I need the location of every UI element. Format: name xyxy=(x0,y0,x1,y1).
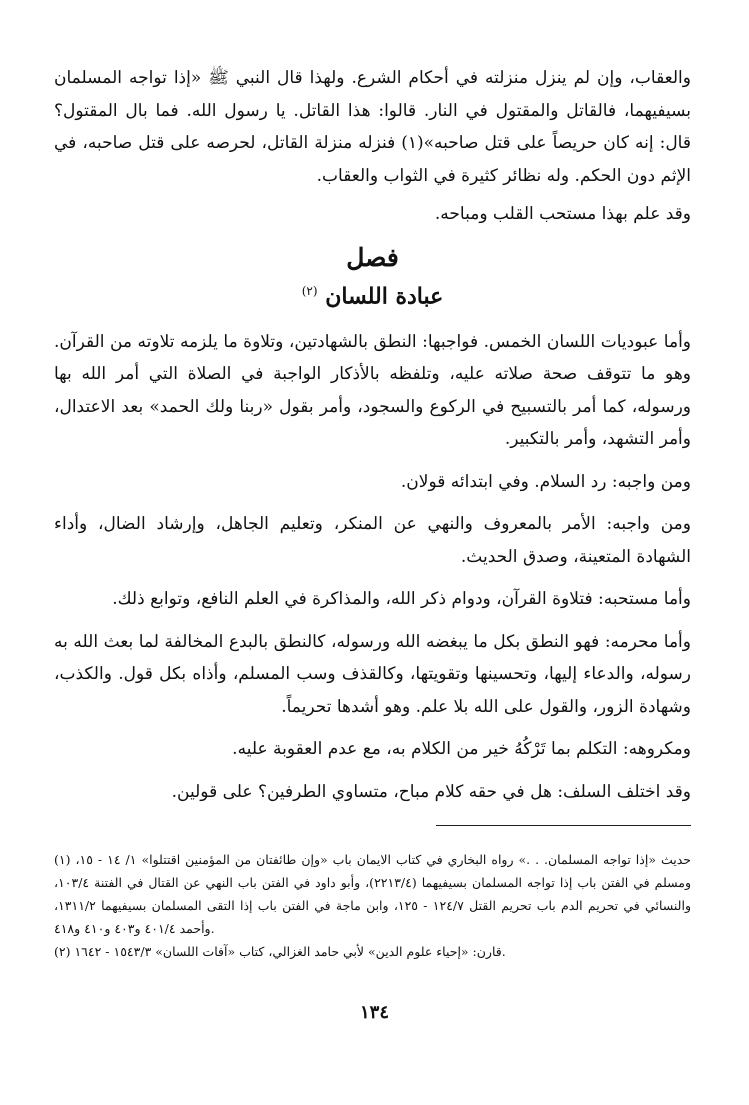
footnotes xyxy=(54,848,691,963)
paragraph-forbidden: وأما محرمه: فهو النطق بكل ما يبغضه الله ورسوله، كالنطق بالبدع المخالفة لما بعث الله به رسوله، والدعاء إليها، وتحسينها وتقويتها، وكالقذف وسب المسلم، وأذاه بكل قول. والكذب، وشهادة الزور، والقول على الله بلا علم. وهو أشدها تحريماً. xyxy=(54,631,691,717)
page-number: ١٣٤ xyxy=(359,1002,389,1023)
paragraph-enjoin-good: ومن واجبه: الأمر بالمعروف والنهي عن المنكر، وتعليم الجاهل، وإرشاد الضال، وأداء الشهادة المتعينة، وصدق الحديث. xyxy=(54,514,691,567)
paragraph-salaf-dispute: وقد اختلف السلف: هل في حقه كلام مباح، متساوي الطرفين؟ على قولين. xyxy=(171,781,691,802)
heading-fasl: فصل xyxy=(346,242,399,272)
paragraph-heart-summary: وقد علم بهذا مستحب القلب ومباحه. xyxy=(434,204,691,224)
footnote-divider xyxy=(436,825,691,826)
heading-title xyxy=(54,275,691,312)
footnote-1: (١) حديث «إذا تواجه المسلمان. . .» رواه البخاري في كتاب الايمان باب «وإن طائفتان من المؤمنين اقتتلوا» ١/ ١٤ - ١٥، ومسلم في الفتن باب إذا تواجه المسلمان بسيفيهما (٢٢١٣/٤)، وأبو داود في الفتن باب النهي عن القتال في الفتنة ١٠٣/٤، والنسائي في تحريم الدم باب تحريم القتل ١٢٤/٧ - ١٢٥، وابن ماجة في الفتن باب إذا التقى المسلمان بسيفيهما ١٣١١/٢، وأحمد ٤٠١/٤ و٤٠٣ و٤١٠ و٤١٨. xyxy=(54,852,691,936)
paragraph-reward-punishment: والعقاب، وإن لم ينزل منزلته في أحكام الشرع. ولهذا قال النبي ﷺ «إذا تواجه المسلمان بسيفيهما، فالقاتل والمقتول في النار. قالوا: هذا القاتل. يا رسول الله. فما بال المقتول؟ قال: إنه كان حريصاً على قتل صاحبه»(١) فنزله منزلة القاتل، لحرصه على قتل صاحبه، في الإثم دون الحكم. وله نظائر كثيرة في الثواب والعقاب. xyxy=(54,68,691,186)
heading-title-text: عبادة اللسان xyxy=(325,282,444,309)
paragraph-disliked: ومكروهه: التكلم بما تَرْكُهُ خير من الكلام به، مع عدم العقوبة عليه. xyxy=(232,739,691,760)
footnote-2: (٢) قارن: «إحياء علوم الدين» لأبي حامد الغزالي، كتاب «آفات اللسان» ١٥٤٣/٣ - ١٦٤٢. xyxy=(54,944,506,959)
section-heading xyxy=(54,241,691,312)
paragraph-return-greeting: ومن واجبه: رد السلام. وفي ابتدائه قولان. xyxy=(400,471,691,492)
heading-footnote-marker: (٢) xyxy=(301,283,318,298)
paragraph-recommended: وأما مستحبه: فتلاوة القرآن، ودوام ذكر الله، والمذاكرة في العلم النافع، وتوابع ذلك. xyxy=(112,589,691,610)
paragraph-tongue-obligations: وأما عبوديات اللسان الخمس. فواجبها: النطق بالشهادتين، وتلاوة ما يلزمه تلاوته من القرآن. وهو ما تتوقف صحة صلاته عليه، وتلفظه بالأذكار الواجبة في الصلاة التي أمر الله بها ورسوله، كما أمر بالتسبيح في الركوع والسجود، وأمر بقول «ربنا ولك الحمد» بعد الاعتدال، وأمر التشهد، وأمر بالتكبير. xyxy=(54,331,691,450)
